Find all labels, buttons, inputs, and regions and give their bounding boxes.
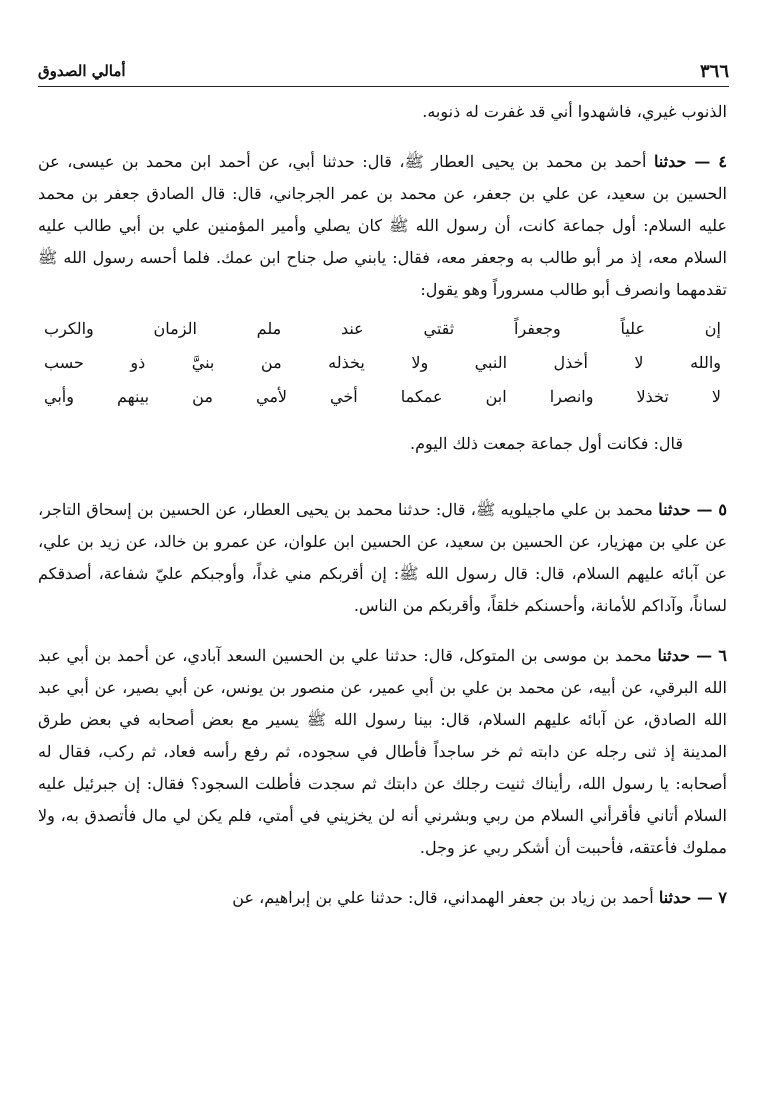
- hadith-number: ٤ —: [686, 152, 728, 171]
- hadith-keyword: حدثنا: [658, 500, 691, 519]
- hadith-keyword: حدثنا: [658, 888, 692, 907]
- poem-line: والله لا أخذل النبي ولا يخذله من بنيَّ ذو حسب: [44, 353, 721, 372]
- hadith-text: محمد بن موسى بن المتوكل، قال: حدثنا علي بن الحسين السعد آبادي، عن أحمد بن أبي عبد الله البرقي، عن أبيه، عن محمد بن علي بن أبي عمير، عن منصور بن يونس، عن أبي بصير، عن أبي عبد الله الصادق، عن آبائه عليهم السلام، قال: بينا رسول الله ﷺ يسير مع بعض أصحابه في بعض طرق المدينة إذ ثنى رجله عن دابته ثم خر ساجداً فأطال في سجوده، ثم رفع رأسه فعاد، ثم ركب، فقال له أصحابه: يا رسول الله، رأيناك ثنيت رجلك عن دابتك ثم سجدت فأطلت السجود؟ فقال: إن جبرئيل عليه السلام أتاني فأقرأني السلام من ربي وبشرني أنه لن يخزيني في أمتي، فلم يكن لي مال فأتصدق به، ولا مملوك فأعتقه، فأحببت أن أشكر ربي عز وجل.: [38, 646, 727, 857]
- hadith-4: [38, 146, 727, 306]
- hadith-4-conclusion: قال: فكانت أول جماعة جمعت ذلك اليوم.: [410, 434, 683, 453]
- hadith-number: ٥ —: [690, 500, 728, 519]
- hadith-6: [38, 640, 727, 864]
- page-number: ٣٦٦: [699, 61, 729, 82]
- hadith-5: [38, 494, 727, 622]
- hadith-keyword: حدثنا: [653, 152, 687, 171]
- page-body: [38, 96, 727, 914]
- paragraph-continued: [38, 96, 727, 128]
- poem-block: [38, 312, 727, 414]
- page-header: [38, 52, 729, 87]
- hadith-number: ٧ —: [691, 888, 727, 907]
- poem-line: إن علياً وجعفراً ثقتي عند ملم الزمان والكرب: [44, 319, 721, 338]
- hadith-number: ٦ —: [689, 646, 727, 665]
- paragraph-text: الذنوب غيري، فاشهدوا أني قد غفرت له ذنوبه.: [422, 102, 727, 121]
- hadith-text: أحمد بن زياد بن جعفر الهمداني، قال: حدثنا علي بن إبراهيم، عن: [232, 888, 659, 907]
- hadith-keyword: حدثنا: [657, 646, 690, 665]
- hadith-text: أحمد بن محمد بن يحيى العطار ﷺ، قال: حدثنا أبي، عن أحمد ابن محمد بن عيسى، عن الحسين بن سعيد، عن علي بن جعفر، عن محمد بن عمر الجرجاني، قال: قال الصادق جعفر بن محمد عليه السلام: أول جماعة كانت، أن رسول الله ﷺ كان يصلي وأمير المؤمنين علي بن أبي طالب عليه السلام معه، إذ مر أبو طالب به وجعفر معه، فقال: يابني صل جناح ابن عمك. فلما أحسه رسول الله ﷺ تقدمهما وانصرف أبو طالب مسروراً وهو يقول:: [38, 152, 727, 299]
- hadith-text: محمد بن علي ماجيلويه ﷺ، قال: حدثنا محمد بن يحيى العطار، عن الحسين بن إسحاق التاجر، عن علي بن مهزيار، عن الحسين بن سعيد، عن الحسين ابن علوان، عن عمرو بن خالد، عن زيد بن علي، عن آبائه عليهم السلام، قال: قال رسول الله ﷺ: إن أقربكم مني غداً، وأوجبكم عليّ شفاعة، أصدقكم لساناً، وآداكم للأمانة، وأحسنكم خلقاً، وأقربكم من الناس.: [38, 500, 727, 615]
- running-head: أمالي الصدوق: [38, 62, 126, 80]
- hadith-7: [38, 882, 727, 914]
- poem-line: لا تخذلا وانصرا ابن عمكما أخي لأمي من بينهم وأبي: [44, 387, 722, 406]
